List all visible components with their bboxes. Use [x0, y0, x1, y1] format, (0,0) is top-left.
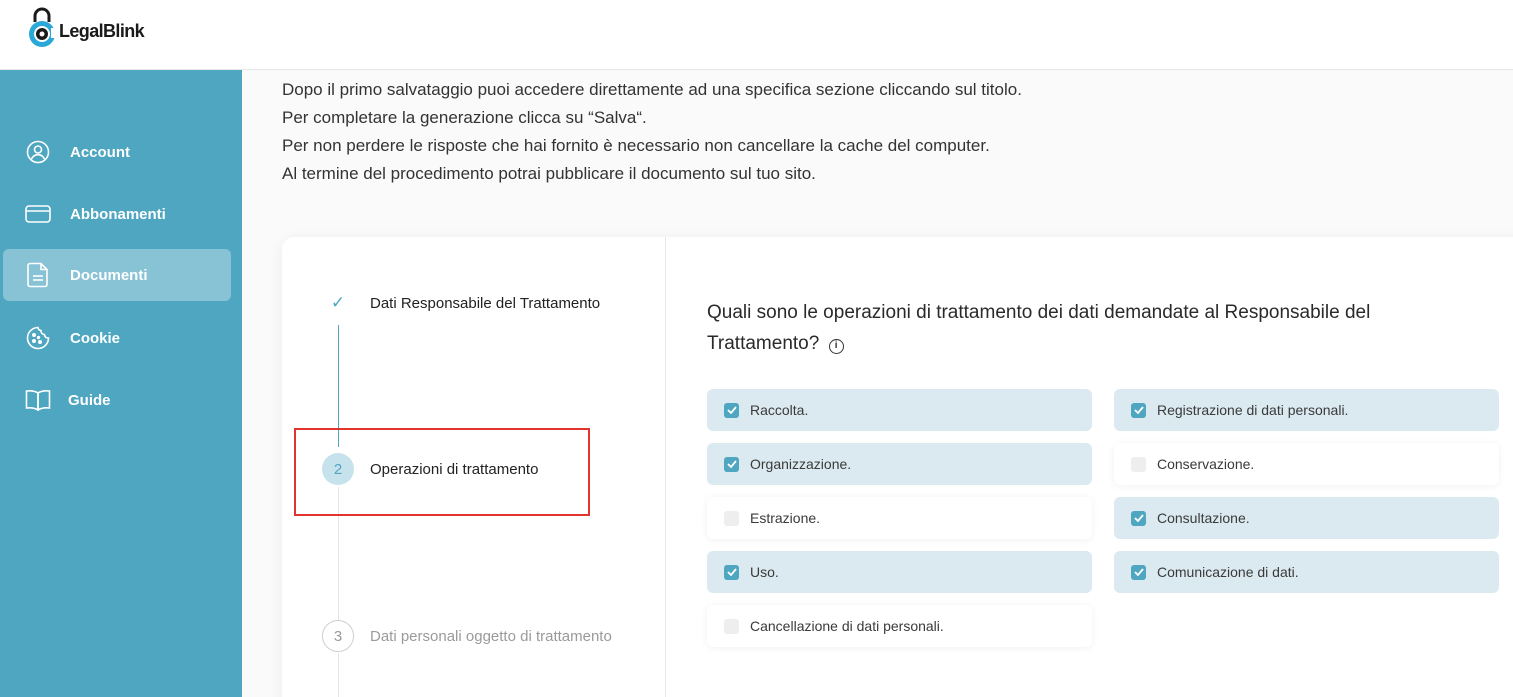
highlight-box [294, 428, 590, 516]
checkbox[interactable] [1131, 403, 1146, 418]
step-label: Operazioni di trattamento [370, 460, 539, 478]
sidebar-item-documenti[interactable] [3, 249, 231, 301]
step-label: Dati personali oggetto di trattamento [370, 627, 612, 645]
option-label: Cancellazione di dati personali. [750, 618, 944, 634]
lock-logo-icon [27, 6, 57, 48]
intro-line: Per completare la generazione clicca su “Salva“. [282, 108, 647, 127]
option-label: Uso. [750, 564, 779, 580]
sidebar-item-label: Documenti [70, 266, 148, 284]
option-label: Conservazione. [1157, 456, 1255, 472]
check-icon: ✓ [330, 293, 346, 312]
step-connector [338, 653, 339, 697]
steps-panel [282, 237, 666, 697]
sidebar-item-label: Cookie [70, 329, 121, 347]
checkbox[interactable] [724, 619, 739, 634]
intro-line: Al termine del procedimento potrai pubblicare il documento sul tuo sito. [282, 164, 816, 183]
option-comunicazione[interactable] [1114, 551, 1499, 593]
checkbox[interactable] [1131, 511, 1146, 526]
cookie-icon [25, 325, 51, 351]
wizard-card [282, 237, 1513, 697]
sidebar-item-abbonamenti[interactable] [3, 188, 231, 240]
option-label: Organizzazione. [750, 456, 852, 472]
option-estrazione[interactable] [707, 497, 1092, 539]
step-number: 3 [322, 620, 354, 652]
question-label: Quali sono le operazioni di trattamento dei dati demandate al Responsabile del Trattamento? [707, 302, 1371, 354]
option-label: Estrazione. [750, 510, 821, 526]
user-icon [25, 139, 51, 165]
checkbox[interactable] [724, 511, 739, 526]
sidebar-item-guide[interactable] [3, 374, 231, 426]
option-uso[interactable] [707, 551, 1092, 593]
option-label: Consultazione. [1157, 510, 1250, 526]
sidebar-item-account[interactable] [3, 126, 231, 178]
question-text [707, 297, 1427, 359]
option-raccolta[interactable] [707, 389, 1092, 431]
option-label: Raccolta. [750, 402, 809, 418]
intro-line: Per non perdere le risposte che hai fornito è necessario non cancellare la cache del computer. [282, 136, 990, 155]
step-label: Dati Responsabile del Trattamento [370, 294, 601, 312]
step-1[interactable] [322, 287, 600, 319]
step-3[interactable] [322, 620, 612, 652]
option-organizzazione[interactable] [707, 443, 1092, 485]
option-consultazione[interactable] [1114, 497, 1499, 539]
option-conservazione[interactable] [1114, 443, 1499, 485]
intro-text [282, 70, 1382, 188]
sidebar-item-label: Guide [68, 391, 111, 409]
sidebar-item-cookie[interactable] [3, 312, 231, 364]
checkbox[interactable] [724, 403, 739, 418]
intro-line: Dopo il primo salvataggio puoi accedere direttamente ad una specifica sezione cliccando sul titolo. [282, 80, 1022, 99]
option-cancellazione[interactable] [707, 605, 1092, 647]
card-icon [25, 201, 51, 227]
info-icon[interactable]: i [829, 339, 844, 354]
main-content [242, 70, 1513, 697]
option-label: Registrazione di dati personali. [1157, 402, 1349, 418]
document-icon [25, 262, 51, 288]
checkbox[interactable] [1131, 565, 1146, 580]
step-number: 2 [322, 453, 354, 485]
book-icon [25, 387, 51, 413]
sidebar-item-label: Account [70, 143, 130, 161]
logo-text: LegalBlink [59, 20, 145, 41]
checkbox[interactable] [724, 457, 739, 472]
checkbox[interactable] [724, 565, 739, 580]
logo[interactable] [27, 6, 144, 48]
top-bar [0, 0, 1513, 70]
option-registrazione[interactable] [1114, 389, 1499, 431]
checkbox[interactable] [1131, 457, 1146, 472]
sidebar-item-label: Abbonamenti [70, 205, 166, 223]
sidebar [0, 70, 242, 697]
option-label: Comunicazione di dati. [1157, 564, 1299, 580]
